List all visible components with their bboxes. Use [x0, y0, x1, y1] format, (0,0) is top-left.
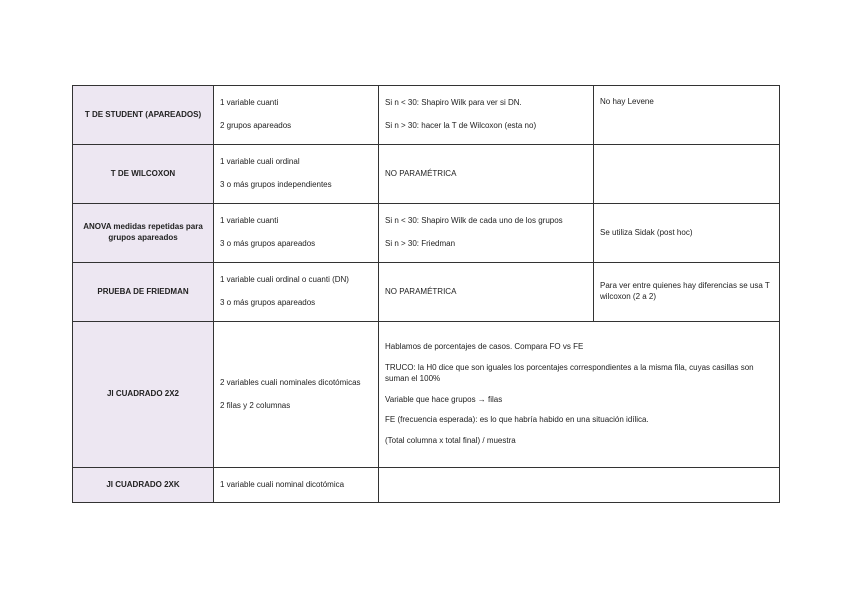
notes-text: NO PARAMÉTRICA [385, 286, 457, 296]
variables-cell [214, 468, 379, 503]
test-name: JI CUADRADO 2X2 [106, 389, 179, 399]
notes-text: FE (frecuencia esperada): es lo que habría habido en una situación idílica. [385, 415, 649, 425]
variables-text: 2 variables cuali nominales dicotómicas [220, 377, 361, 387]
notes-text: (Total columna x total final) / muestra [385, 436, 516, 446]
test-name-cell [73, 263, 214, 322]
variables-cell [214, 86, 379, 145]
notes-text: Si n > 30: Friedman [385, 239, 456, 248]
variables-cell [214, 322, 379, 468]
notes-text: NO PARAMÉTRICA [385, 168, 457, 178]
test-name-cell [73, 145, 214, 204]
table-row [73, 145, 780, 204]
notes-cell [379, 322, 780, 468]
test-name-cell [73, 204, 214, 263]
variables-cell [214, 204, 379, 263]
notes-cell [379, 204, 594, 263]
variables-text: 2 grupos apareados [220, 121, 292, 130]
notes-cell [379, 86, 594, 145]
extra-text: No hay Levene [600, 97, 654, 106]
test-name: ANOVA medidas repetidas para grupos apareados [83, 222, 203, 242]
variables-text: 1 variable cuanti [220, 98, 279, 108]
test-name: PRUEBA DE FRIEDMAN [97, 286, 189, 296]
variables-text: 2 filas y 2 columnas [220, 400, 291, 410]
notes-text: Si n > 30: hacer la T de Wilcoxon (esta no) [385, 121, 537, 130]
notes-text: TRUCO: la H0 dice que son iguales los porcentajes correspondientes a la misma fila, cuyas casillas son suman el 100% [385, 362, 754, 383]
test-name-cell [73, 468, 214, 503]
test-name: T DE STUDENT (APAREADOS) [84, 109, 202, 119]
table-row [73, 204, 780, 263]
table-row [73, 86, 780, 145]
variables-cell [214, 263, 379, 322]
notes-cell [379, 263, 594, 322]
variables-text: 1 variable cuanti [220, 216, 279, 226]
variables-text: 1 variable cuali ordinal o cuanti (DN) [220, 275, 349, 285]
notes-text: Si n < 30: Shapiro Wilk de cada uno de los grupos [385, 216, 563, 226]
test-name: JI CUADRADO 2XK [106, 479, 180, 489]
test-name: T DE WILCOXON [110, 168, 176, 178]
extra-cell [594, 263, 780, 322]
notes-text: Hablamos de porcentajes de casos. Compara FO vs FE [385, 342, 584, 352]
variables-text: 3 o más grupos independientes [220, 180, 332, 189]
variables-text: 3 o más grupos apareados [220, 298, 316, 307]
notes-text: Variable que hace grupos → filas [385, 394, 503, 404]
extra-text: Para ver entre quienes hay diferencias se usa T wilcoxon (2 a 2) [600, 281, 770, 301]
notes-text: Si n < 30: Shapiro Wilk para ver si DN. [385, 98, 522, 108]
variables-text: 1 variable cuali nominal dicotómica [220, 479, 345, 489]
test-name-cell [73, 322, 214, 468]
statistical-tests-table [72, 85, 780, 503]
variables-text: 1 variable cuali ordinal [220, 157, 300, 167]
extra-cell [594, 204, 780, 263]
notes-cell [379, 468, 780, 503]
extra-cell [594, 145, 780, 204]
notes-cell [379, 145, 594, 204]
extra-text: Se utiliza Sidak (post hoc) [600, 227, 693, 237]
table-row [73, 263, 780, 322]
variables-text: 3 o más grupos apareados [220, 239, 316, 248]
test-name-cell [73, 86, 214, 145]
table-row [73, 322, 780, 468]
table-row [73, 468, 780, 503]
variables-cell [214, 145, 379, 204]
extra-cell [594, 86, 780, 145]
